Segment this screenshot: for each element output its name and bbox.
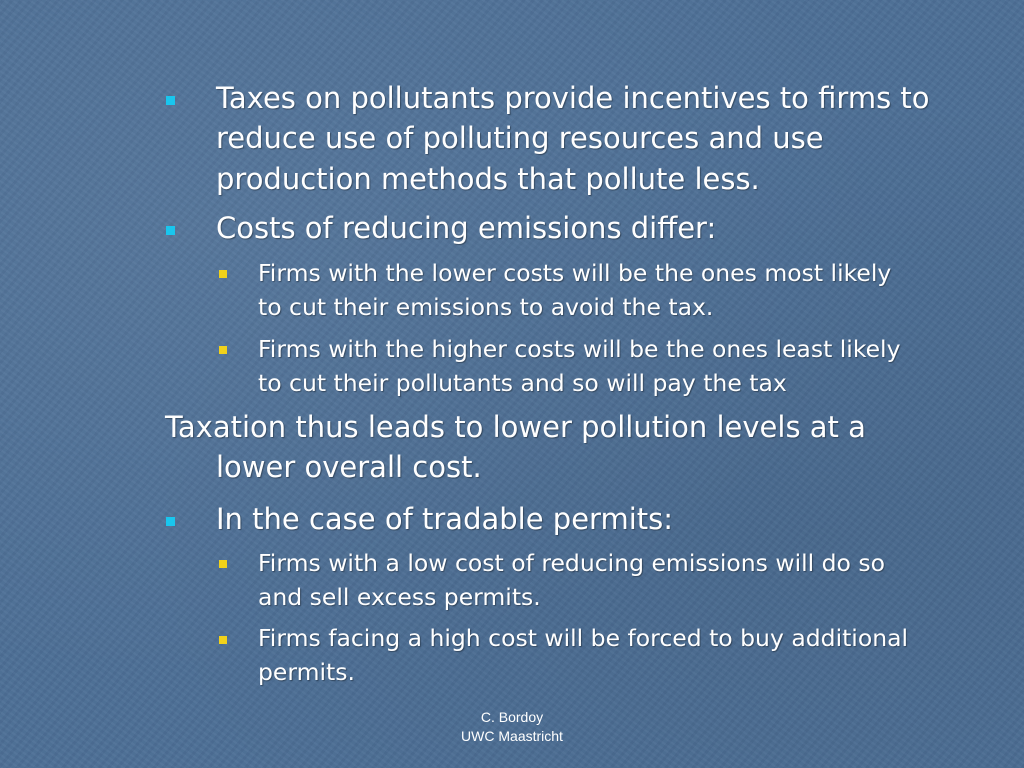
bullet-1-line-1: Taxes on pollutants provide incentives to firms to [216,81,930,115]
sub-bullet-2-2-line-2: to cut their pollutants and so will pay the tax [258,369,787,397]
sub-bullet-2-1-line-2: to cut their emissions to avoid the tax. [258,293,714,321]
sub-bullet-2-2-line-1: Firms with the higher costs will be the ones least likely [258,335,901,363]
sub-bullet-3-1-line-2: and sell excess permits. [258,583,541,611]
footer-author: C. Bordoy [480,709,544,725]
footer [412,708,612,746]
paragraph-line-2: lower overall cost. [216,450,482,484]
sub-bullet-marker-3-1 [219,560,227,568]
bullet-3-line-1: In the case of tradable permits: [216,502,674,536]
sub-bullet-marker-2-2 [219,346,227,354]
sub-bullet-3-2-line-1: Firms facing a high cost will be forced to buy additional [258,624,909,652]
bullet-2-line-1: Costs of reducing emissions differ: [216,211,717,245]
sub-bullet-marker-3-2 [219,636,227,644]
paragraph-line-1: Taxation thus leads to lower pollution levels at a [165,410,866,444]
sub-bullet-3-1-line-1: Firms with a low cost of reducing emissions will do so [258,549,886,577]
bullet-marker-1 [166,96,175,105]
bullet-1-line-3: production methods that pollute less. [216,162,760,196]
bullet-1-line-2: reduce use of polluting resources and use [216,121,824,155]
sub-bullet-2-1-line-1: Firms with the lower costs will be the ones most likely [258,259,892,287]
sub-bullet-marker-2-1 [219,270,227,278]
sub-bullet-3-2-line-2: permits. [258,658,355,686]
bullet-marker-2 [166,226,175,235]
footer-institution: UWC Maastricht [461,728,563,744]
bullet-marker-3 [166,517,175,526]
